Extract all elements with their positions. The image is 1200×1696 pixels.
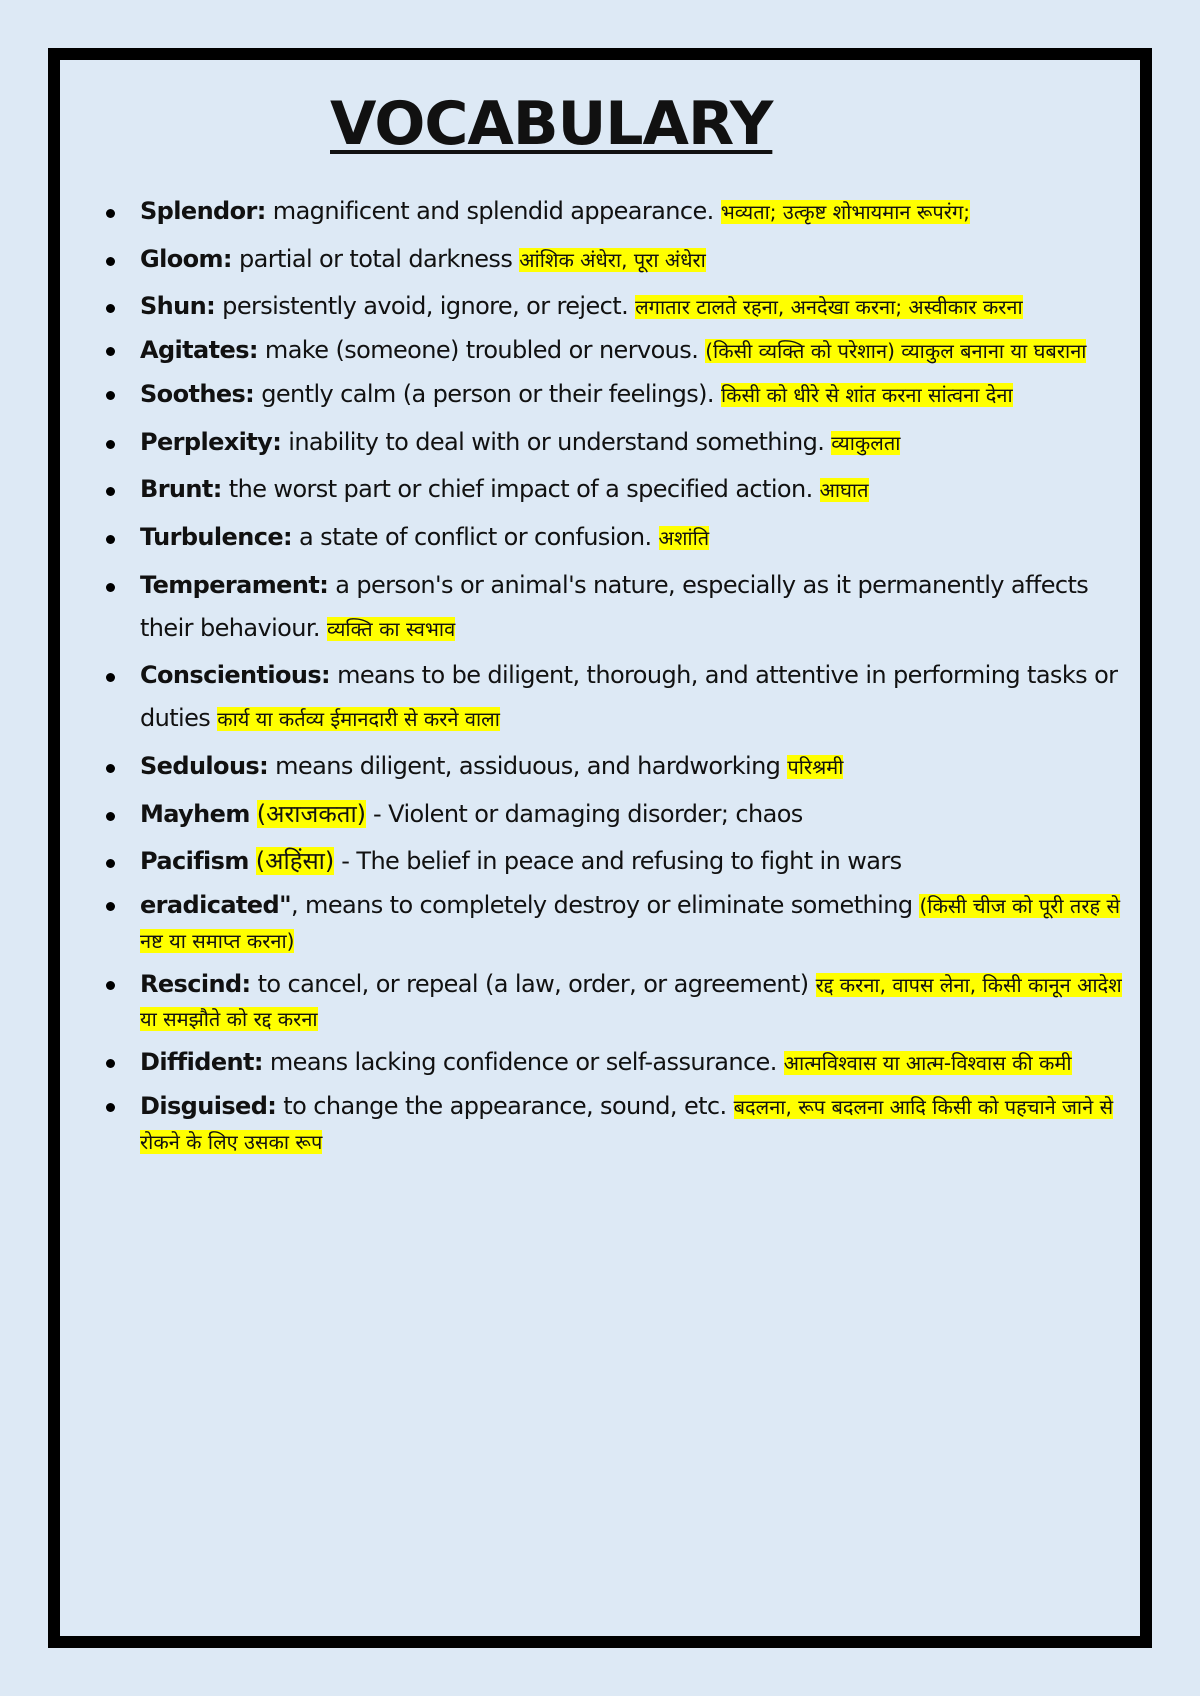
hindi-translation: लगातार टालते रहना, अनदेखा करना; अस्वीकार करना	[635, 295, 1023, 320]
definition: to change the appearance, sound, etc.	[276, 1091, 734, 1120]
list-item	[140, 1045, 1142, 1080]
list-item	[140, 468, 1142, 511]
term: Shun:	[140, 292, 216, 321]
term: Disguised:	[140, 1091, 277, 1120]
list-item	[140, 421, 1142, 464]
term: Soothes:	[140, 379, 255, 408]
term: Gloom:	[140, 244, 232, 273]
list-item	[140, 793, 1142, 836]
hindi-translation: बदलना, रूप बदलना आदि किसी को पहचाने जाने से रोकने के लिए उसका रूप	[140, 1094, 1114, 1154]
definition: make (someone) troubled or nervous.	[257, 336, 706, 365]
page-border	[48, 48, 1152, 1648]
hindi-translation: भव्यता; उत्कृष्ट शोभायमान रूपरंग;	[720, 200, 970, 224]
definition: means to be diligent, thorough, and attentive in performing tasks or duties	[140, 661, 1118, 733]
hindi-translation: रद्द करना, वापस लेना, किसी कानून आदेश या समझौते को रद्द करना	[140, 972, 1122, 1032]
definition: magnificent and splendid appearance.	[265, 197, 721, 225]
hindi-translation: अशांति	[658, 526, 710, 551]
term: Rescind:	[140, 969, 251, 998]
term: Agitates:	[140, 336, 258, 365]
hindi-translation: परिश्रमी	[787, 754, 844, 779]
page-title: VOCABULARY	[330, 89, 773, 159]
definition: a person's or animal's nature, especially as it permanently affects their behaviour.	[140, 570, 1089, 642]
hindi-translation: (किसी व्यक्ति को परेशान) व्याकुल बनाना या घबराना	[705, 339, 1087, 364]
definition: partial or total darkness	[231, 244, 520, 273]
term: Mayhem	[140, 799, 250, 828]
term: Splendor:	[140, 197, 266, 225]
term: Conscientious:	[140, 661, 331, 690]
list-item	[140, 564, 1142, 649]
definition: to cancel, or repeal (a law, order, or agreement)	[250, 969, 816, 998]
definition: a state of conflict or confusion.	[292, 523, 659, 552]
term: Diffident:	[140, 1048, 263, 1077]
list-item	[140, 888, 1142, 958]
definition: - The belief in peace and refusing to fight in wars	[334, 847, 902, 876]
list-item	[140, 285, 1142, 328]
term: Sedulous:	[140, 751, 269, 780]
list-item	[140, 840, 1142, 883]
definition: inability to deal with or understand something.	[281, 427, 832, 456]
term: Brunt:	[140, 475, 222, 504]
hindi-translation: आत्मविश्वास या आत्म-विश्वास की कमी	[783, 1051, 1072, 1076]
term: Pacifism	[140, 847, 249, 876]
list-item	[140, 745, 1142, 788]
list-item	[140, 654, 1142, 739]
definition: persistently avoid, ignore, or reject.	[215, 292, 636, 321]
definition: , means to completely destroy or eliminate something	[290, 890, 920, 919]
hindi-translation: आघात	[819, 478, 869, 503]
hindi-translation: कार्य या कर्तव्य ईमानदारी से करने वाला	[217, 707, 500, 732]
definition: means lacking confidence or self-assurance.	[262, 1048, 784, 1077]
hindi-translation: (अहिंसा)	[255, 847, 335, 876]
hindi-translation: व्याकुलता	[831, 430, 901, 455]
list-item	[140, 238, 1142, 281]
definition: gently calm (a person or their feelings).	[254, 379, 721, 408]
hindi-translation: (किसी चीज को पूरी तरह से नष्ट या समाप्त करना)	[140, 893, 1121, 953]
term: eradicated"	[140, 890, 291, 919]
hindi-translation: किसी को धीरे से शांत करना सांत्वना देना	[720, 382, 1013, 407]
list-item	[140, 190, 1142, 233]
list-item	[140, 377, 1142, 412]
list-item	[140, 333, 1142, 368]
list-item	[140, 516, 1142, 559]
hindi-translation: आंशिक अंधेरा, पूरा अंधेरा	[519, 247, 706, 272]
term: Turbulence:	[140, 523, 293, 552]
vocabulary-list	[102, 190, 1142, 1168]
hindi-translation: व्यक्ति का स्वभाव	[326, 616, 456, 641]
definition: - Violent or damaging disorder; chaos	[366, 799, 803, 828]
term: Temperament:	[140, 570, 329, 599]
hindi-translation: (अराजकता)	[256, 799, 367, 828]
definition: the worst part or chief impact of a specified action.	[221, 475, 820, 504]
term: Perplexity:	[140, 427, 282, 456]
list-item	[140, 1089, 1142, 1159]
definition: means diligent, assiduous, and hardworking	[268, 751, 788, 780]
list-item	[140, 967, 1142, 1037]
